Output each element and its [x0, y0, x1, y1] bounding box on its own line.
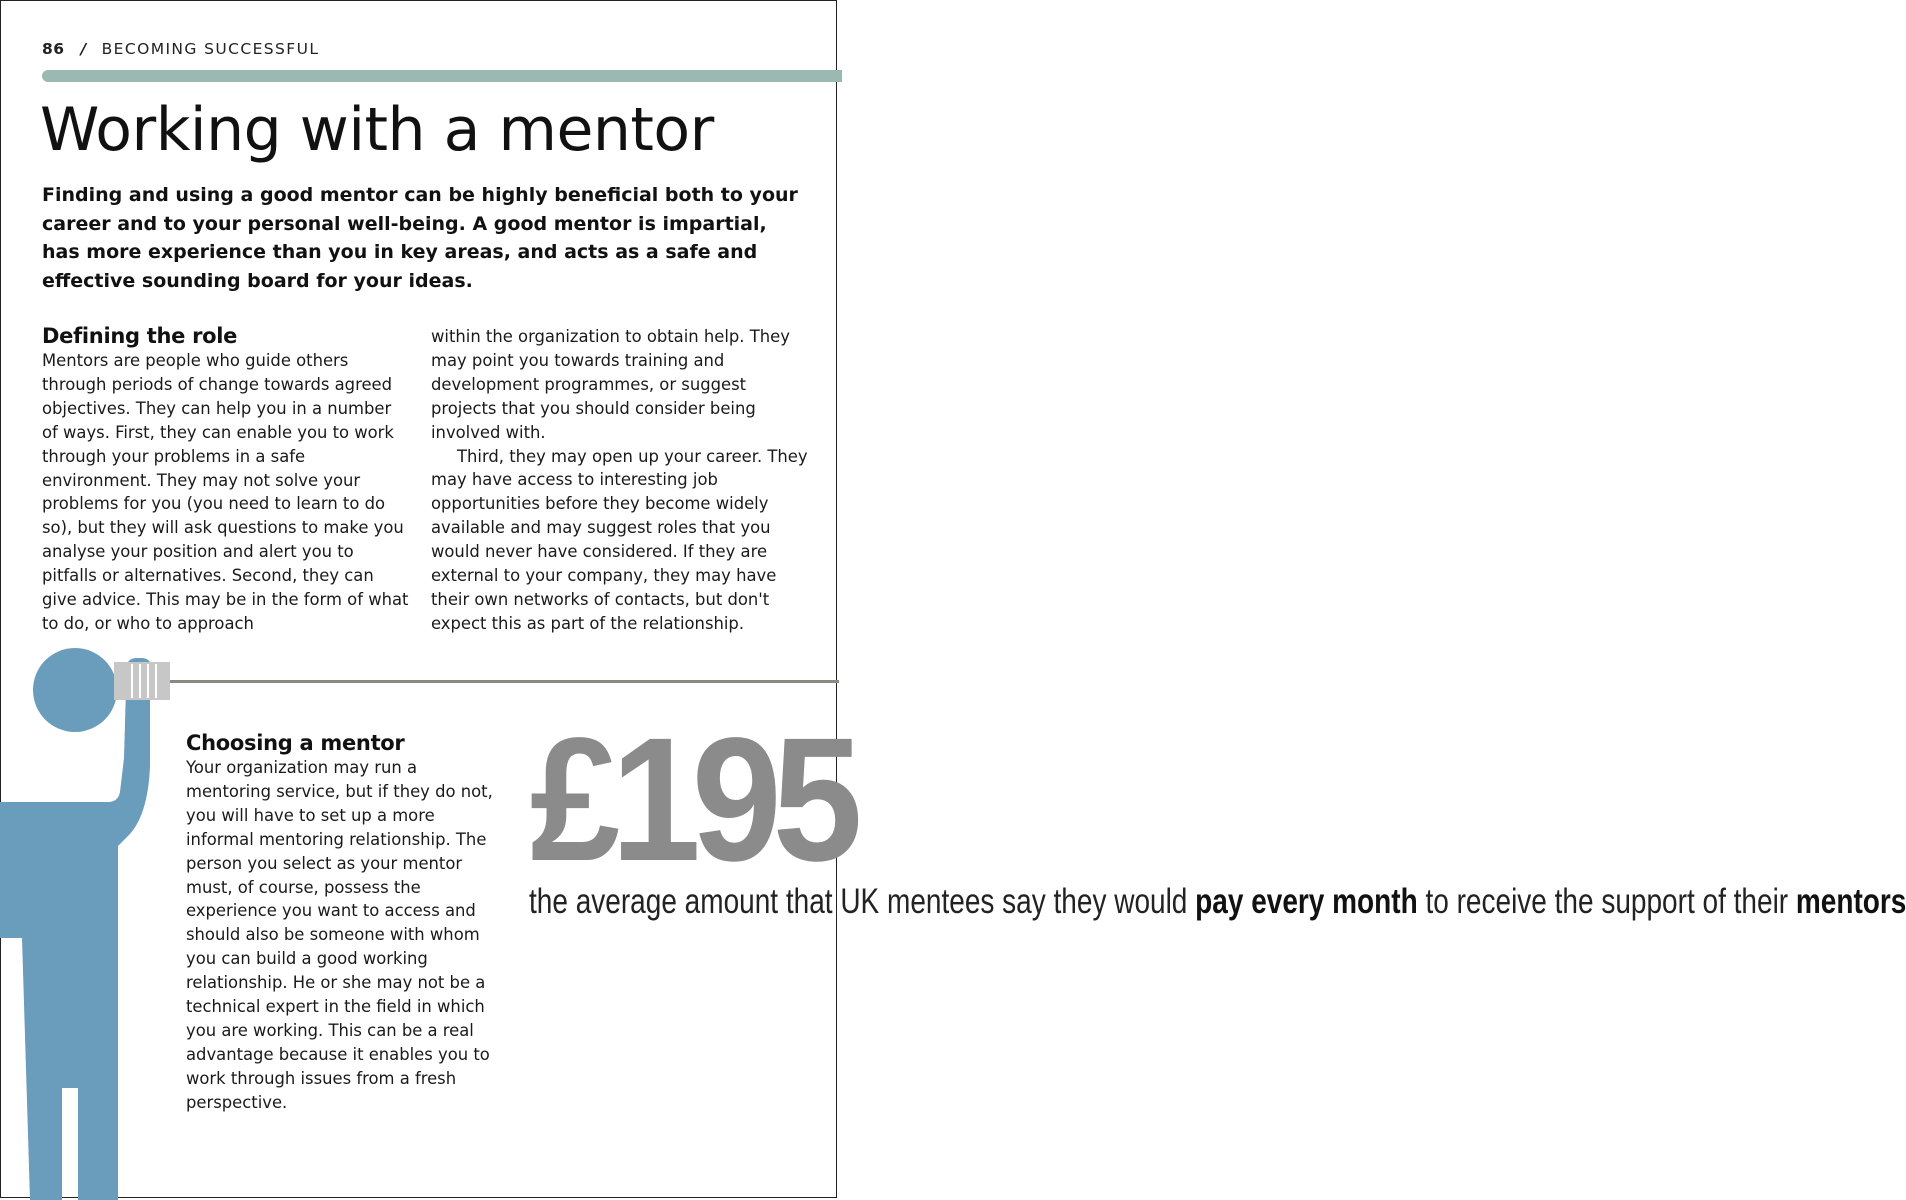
section-name: BECOMING SUCCESSFUL — [101, 40, 320, 58]
intro-paragraph: Finding and using a good mentor can be highly beneficial both to your career and to your personal well-being. A good mentor is impartial, has more experience than you in key areas, and acts as a safe and effective sounding board for your ideas. — [42, 184, 798, 292]
stat-caption-emphasis-pay: pay every month — [1195, 882, 1418, 921]
section-divider — [150, 680, 839, 683]
defining-column-left — [42, 323, 412, 636]
defining-paragraph-part2: within the organization to obtain help. They may point you towards training and development programmes, or suggest projects that you should consider being involved with. — [431, 327, 790, 442]
defining-paragraph-third: Third, they may open up your career. They may have access to interesting job opportunities before they become widely available and may suggest roles that you would never have considered. If they are external to your company, they may have their own networks of contacts, but don't expect this as part of the relationship. — [431, 446, 808, 633]
running-head — [42, 40, 319, 58]
stat-amount: £195 — [530, 702, 854, 898]
page-title: Working with a mentor — [40, 95, 714, 165]
stat-caption-emphasis-mentors: mentors — [1795, 882, 1906, 921]
stat-caption-part2: to receive the support of their — [1417, 882, 1796, 921]
page-number: 86 — [42, 40, 65, 58]
stat-caption — [529, 882, 1906, 923]
choosing-paragraph: Your organization may run a mentoring service, but if they do not, you will have to set up a more informal mentoring relationship. The person you select as your mentor must, of course, possess the experience you want to access and should also be someone with whom you can build a good working relationship. He or she may not be a technical expert in the field in which you are working. This can be a real advantage because it enables you to work through issues from a fresh perspective. — [186, 758, 493, 1112]
header-separator: / — [80, 40, 88, 58]
defining-paragraph-part1: Mentors are people who guide others through periods of change towards agreed objectives. They can help you in a number of ways. First, they can enable you to work through your problems in a safe environment. They may not solve your problems for you (you need to learn to do so), but they will ask questions to make you analyse your position and alert you to pitfalls or alternatives. Second, they can give advice. This may be in the form of what to do, or who to approach — [42, 351, 409, 633]
choosing-heading: Choosing a mentor — [186, 731, 405, 755]
defining-heading: Defining the role — [42, 324, 238, 348]
header-band — [42, 70, 842, 82]
choosing-section — [186, 730, 506, 1115]
defining-column-right — [431, 325, 811, 636]
stat-caption-part1: the average amount that UK mentees say they would — [529, 882, 1196, 921]
person-with-telescope-icon — [0, 648, 180, 1200]
